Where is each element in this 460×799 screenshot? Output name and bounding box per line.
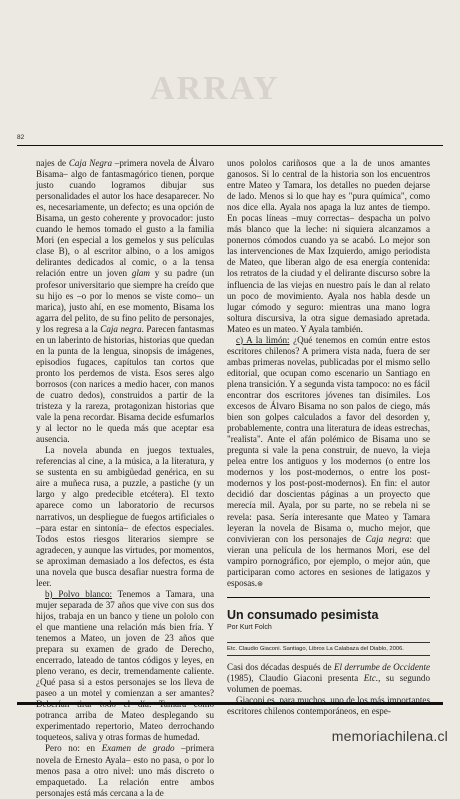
- section-subheading: b) Polvo blanco:: [45, 588, 113, 599]
- text-segment: y su padre (un profesor universitario que siempre ha creído que su hijo es –o por lo menos se viste como– un marica), justo ahí, en ese momento, Bisama los agarra del pelito, de su fino pelito de personajes, y los regresa a la: [36, 268, 214, 334]
- text-segment: Casi dos décadas después de: [227, 661, 334, 672]
- text-segment: unos pololos cariñosos que a la de unos amantes ganosos. Si lo central de la historia son los encuentros entre Mateo y Tamara, los detalles no pueden dejarse de lado. Menos si lo que hay es "pura química", como nos dice ella. Ayala nos apaga la luz antes de tiempo. En pocas líneas –muy correctas– despacha un polvo más blanco que la leche: ni siquiera alcanzamos a ponernos cómodos cuando ya se acabó. Lo mejor son las intervenciones de Max Izquierdo, amigo periodista de Mateo, que liberan algo de esa energía contenida: los retratos de la ciudad y el delirante discurso sobre la influencia de las viejas en nuestro país le dan al relato un poco de movimiento. Ayala nos habla desde un lugar cómodo y seguro: mientras una mano logra soltura discursiva, la otra sigue demasiado apretada. Mateo es un mateo. Y Ayala también.: [227, 158, 430, 334]
- text-segment: –primera novela de Álvaro Bisama– algo de fantasmagórico tienen, porque justo cuando logramos dibujar sus personalidades el autor los hace desaparecer. No es, necesariamente, un defecto; es una opción de Bisama, un gesto coherente y provocador: justo cuando le hemos tomado el gusto a la familia Mori (en especial a los gemelos y sus películas clase B), o al escritor albino, o a los amigos delirantes dedicados al comic, o a la tensa relación entre un joven: [36, 158, 214, 279]
- right-column-bottom-text: [227, 662, 430, 717]
- bottom-rule: [17, 702, 443, 705]
- text-segment: (1985), Claudio Giaconi presenta: [227, 672, 364, 683]
- paragraph: [227, 335, 430, 590]
- text-segment: , su segundo volumen de poemas.: [227, 672, 430, 694]
- italic-title: Caja negra: [100, 323, 142, 334]
- italic-title: El derrumbe de Occidente: [333, 661, 431, 672]
- text-segment: –primera novela de Ernesto Ayala– esto no pasa, o por lo menos pasa a otro nivel: uno más discreto o empaquetado. La relación entre ambos personajes está más cercana a la de: [36, 743, 214, 798]
- right-column: [227, 158, 431, 717]
- review-divider: [227, 597, 430, 598]
- review-title: Un consumado pesimista: [227, 607, 379, 622]
- italic-title: Caja negra: [365, 533, 410, 544]
- text-segment: ¿Qué tenemos en común entre estos escritores chilenos? A primera vista nada, fuera de ser ambas primeras novelas, publicadas por el mismo sello editorial, que ocupan como escenario un Santiago en plena transición. Y a segunda vista tampoco: no es fácil encontrar dos escritores jóvenes tan disímiles. Los excesos de Álvaro Bisama no son palos de ciego, más bien son golpes calculados a favor del desorden y, probablemente, contra una literatura de ideas estrechas, "realista". Ante el afán polémico de Bisama uno se pregunta si vale la pena construir, de nuevo, la vieja pelea entre los antiguos y los modernos (o entre los modernos y los post-modernos, o entre los post-modernos y los post-post-modernos). En fin: el autor decidió dar doscientas páginas a un proyecto que merecía mil. Ayala, por su parte, no se rebela ni se revela: pasa. Sería interesante que Mateo y Tamara leyeran la novela de Bisama o, mucho mejor, que convivieran con los personajes de: [227, 334, 430, 544]
- italic-title: glam: [131, 268, 150, 279]
- page-number: 82: [17, 134, 25, 141]
- text-segment: . Parecen fantasmas en un laberinto de historias, historias que quedan en la punta de la lengua, sinopsis de imágenes, episodios fugaces, capítulos tan cortos que pronto los perdemos de vista. Esos seres algo borrosos (con narices a medio hacer, con manos de cuatro dedos), construidos a partir de la tristeza y la rareza, protagonizan historias que vale la pena recordar. Bisama decide esfumarlos y al lector no le queda más que aceptar esa ausencia.: [36, 323, 214, 445]
- italic-title: Caja Negra: [68, 158, 113, 168]
- top-rule: [17, 145, 443, 146]
- text-segment: : que vieran una película de los hermanos Mori, ese del vampiro pornográfico, por ejemplo, o mejor aún, que participaran como actores en sesiones de latigazos y esposas.: [227, 533, 430, 588]
- paragraph: [36, 445, 214, 589]
- text-segment: Pero no: en: [45, 743, 102, 754]
- text-segment: La novela abunda en juegos textuales, referencias al cine, a la música, a la literatura, y se sustenta en su ambigüedad genérica, en su aire a muñeca rusa, a puzzle, a pastiche (y un largo y algo predecible etcétera). El texto aparece como un laboratorio de recursos narrativos, un despliegue de fuegos artificiales o –para estar en sintonía– de efectos especiales. Todos estos riesgos literarios siempre se agradecen, y aunque las virtudes, por momentos, se aproximan demasiado a los defectos, es ésta una novela que busca desafiar nuestra forma de leer.: [36, 445, 214, 588]
- paragraph: [227, 662, 430, 695]
- paragraph: [227, 695, 430, 717]
- faint-header-bleedthrough: ARRAY: [150, 70, 280, 107]
- paragraph: [36, 743, 214, 798]
- end-of-article-mark: ⊛: [257, 579, 263, 588]
- left-column: [36, 158, 214, 798]
- italic-title: Etc.: [363, 672, 379, 683]
- text-segment: Tenemos a Tamara, una mujer separada de 37 años que vive con sus dos hijos, trabaja en un banco y tiene un pololo con el que mantiene una relación más bien fría. Y tenemos a Mateo, un joven de 23 años que prepara su examen de grado de Derecho, encerrado, lateado de tantos códigos y leyes, en pleno verano, es decir, tremendamente caliente. ¿Qué pasa si a estos personajes se los lleva de paseo a un motel y comienzan a ser amantes? Deberían tirar todo el día: Tamara como potranca arriba de Mateo desplegando su experimentado repertorio, Mateo derrochando toqueteos, saliva y otras formas de humedad.: [36, 588, 214, 743]
- paragraph: [36, 589, 214, 744]
- watermark-text: memoriachilena.cl: [331, 728, 448, 744]
- text-segment: Giaconi es, para muchos, uno de los más importantes escritores chilenos contemporáneos, en espe-: [227, 694, 430, 717]
- review-reference: Etc. Claudio Giaconi. Santiago, Libros La Calabaza del Diablo, 2006.: [227, 642, 430, 656]
- paragraph: [227, 158, 430, 335]
- text-segment: najes de: [36, 158, 69, 168]
- right-column-top-text: [227, 158, 430, 590]
- review-author: Por Kurt Folch: [227, 623, 272, 631]
- section-subheading: c) A la limón:: [236, 334, 290, 345]
- italic-title: Examen de grado: [101, 743, 175, 754]
- paragraph: [36, 158, 214, 445]
